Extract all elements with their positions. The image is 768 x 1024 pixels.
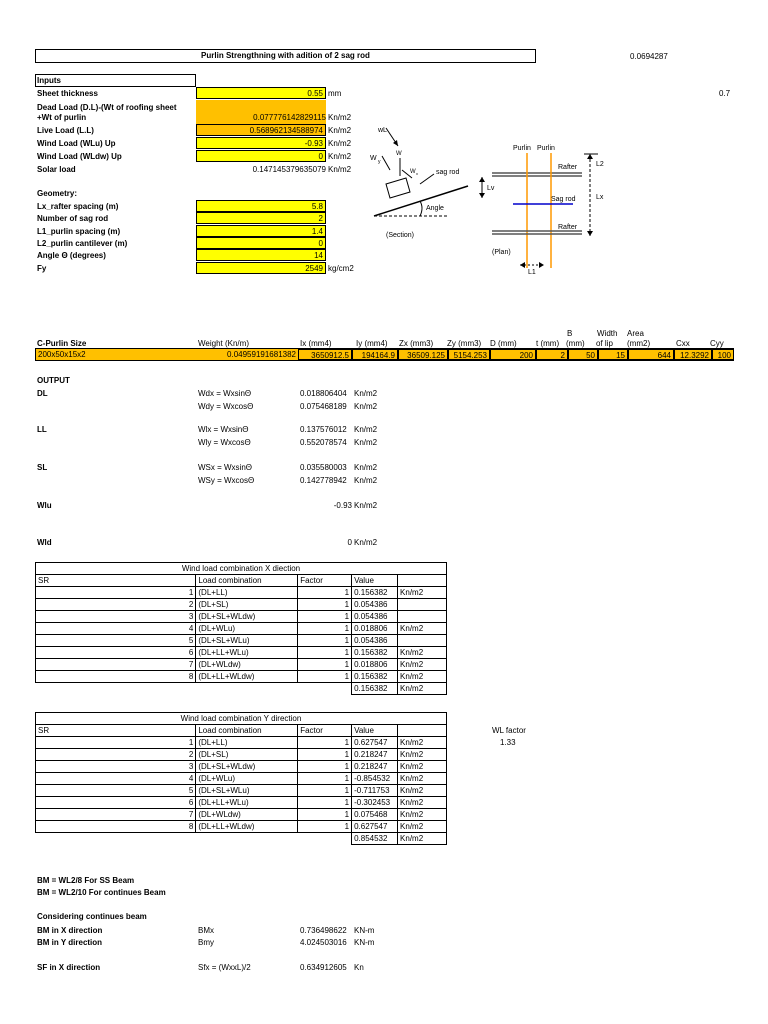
iy-value: 194164.9 bbox=[352, 349, 398, 360]
table-y-cell[interactable]: Kn/m2 bbox=[398, 821, 447, 833]
table-y-cell[interactable]: 1 bbox=[298, 737, 352, 749]
bm-ss-note: BM = WL2/8 For SS Beam bbox=[37, 876, 135, 885]
table-x-cell[interactable]: 3 bbox=[36, 611, 196, 623]
table-y-header-0: SR bbox=[36, 725, 196, 737]
table-x-header-3: Value bbox=[352, 575, 398, 587]
table-x-max-value[interactable]: 0.156382 bbox=[352, 683, 398, 695]
table-row bbox=[36, 635, 447, 647]
num-sag-input[interactable]: 2 bbox=[196, 212, 326, 224]
table-row bbox=[36, 599, 447, 611]
wind-down-input[interactable]: 0 bbox=[196, 150, 326, 162]
table-row bbox=[36, 749, 447, 761]
b-header: (mm) bbox=[566, 339, 585, 348]
d-value: 200 bbox=[490, 349, 536, 360]
table-row bbox=[36, 623, 447, 635]
table-x-cell[interactable]: 0.054386 bbox=[352, 611, 398, 623]
table-x-max-spacer bbox=[298, 683, 352, 695]
table-y-cell[interactable]: -0.711753 bbox=[352, 785, 398, 797]
zy-value: 5154.253 bbox=[448, 349, 490, 360]
table-y-cell[interactable]: (DL+LL+WLdw) bbox=[196, 821, 298, 833]
table-row bbox=[36, 611, 447, 623]
table-y-max-spacer bbox=[36, 833, 196, 845]
l2-label: L2_purlin cantilever (m) bbox=[37, 239, 128, 248]
angle-input[interactable]: 14 bbox=[196, 249, 326, 261]
table-y-max-row bbox=[36, 833, 447, 845]
wl-factor-value: 1.33 bbox=[500, 738, 516, 747]
lv-label: Lv bbox=[487, 185, 495, 192]
bm-y-value: 4.024503016 bbox=[300, 938, 347, 947]
wld-value: 0 bbox=[347, 538, 352, 547]
dl-label: DL bbox=[37, 389, 48, 398]
sf-x-unit: Kn bbox=[354, 963, 364, 972]
lx-label: Lx_rafter spacing (m) bbox=[37, 202, 119, 211]
table-x-header-unit bbox=[398, 575, 447, 587]
table-x-cell[interactable]: Kn/m2 bbox=[398, 659, 447, 671]
table-x-cell[interactable]: 1 bbox=[36, 587, 196, 599]
weight-header: Weight (Kn/m) bbox=[198, 339, 249, 348]
solar-load-value: 0.147145379635079 bbox=[252, 165, 326, 174]
wlu-value: -0.93 bbox=[333, 501, 352, 510]
top-right-value: 0.0694287 bbox=[630, 52, 668, 61]
table-x-cell[interactable]: 8 bbox=[36, 671, 196, 683]
sl-formula-x: WSx = WxsinΘ bbox=[198, 463, 253, 472]
fy-label: Fy bbox=[37, 264, 47, 273]
table-y-header-1: Load combination bbox=[196, 725, 298, 737]
table-x-header-2: Factor bbox=[298, 575, 352, 587]
bm-y-label: BM in Y direction bbox=[37, 938, 103, 947]
num-sag-label: Number of sag rod bbox=[37, 214, 109, 223]
wind-up-unit: Kn/m2 bbox=[328, 139, 352, 148]
table-x-cell[interactable]: 1 bbox=[298, 635, 352, 647]
plan-view bbox=[479, 145, 604, 276]
svg-text:x: x bbox=[416, 171, 418, 176]
table-y-cell[interactable]: 1 bbox=[298, 821, 352, 833]
table-x-cell[interactable] bbox=[398, 611, 447, 623]
wl-label: wL bbox=[378, 127, 387, 134]
lx-diagram-label: Lx bbox=[596, 194, 604, 201]
geometry-heading: Geometry: bbox=[37, 189, 78, 198]
l1-input[interactable]: 1.4 bbox=[196, 225, 326, 237]
table-x-cell[interactable]: (DL+LL+WLdw) bbox=[196, 671, 298, 683]
wind-combination-y-table bbox=[35, 712, 447, 845]
table-y-cell[interactable]: 0.075468 bbox=[352, 809, 398, 821]
table-y-title: Wind load combination Y direction bbox=[36, 713, 447, 725]
table-y-max-value[interactable]: 0.854532 bbox=[352, 833, 398, 845]
table-x-cell[interactable] bbox=[398, 599, 447, 611]
table-y-cell[interactable]: (DL+SL+WLu) bbox=[196, 785, 298, 797]
wy-label: W bbox=[370, 155, 377, 162]
table-y-cell[interactable]: 1 bbox=[298, 749, 352, 761]
rafter-bottom-label: Rafter bbox=[558, 224, 578, 231]
table-row bbox=[36, 821, 447, 833]
considering-note: Considering continues beam bbox=[37, 912, 147, 921]
dl-unit-x: Kn/m2 bbox=[354, 389, 378, 398]
table-x-cell[interactable]: (DL+LL) bbox=[196, 587, 298, 599]
table-x-cell[interactable]: 0.156382 bbox=[352, 671, 398, 683]
sl-formula-y: WSy = WxcosΘ bbox=[198, 476, 255, 485]
wx-label: W bbox=[410, 169, 416, 175]
lip-value: 15 bbox=[598, 349, 628, 360]
table-y-cell[interactable]: Kn/m2 bbox=[398, 809, 447, 821]
table-row bbox=[36, 761, 447, 773]
table-x-cell[interactable]: (DL+WLdw) bbox=[196, 659, 298, 671]
ll-value-y: 0.552078574 bbox=[300, 438, 347, 447]
wlu-label: Wlu bbox=[37, 501, 52, 510]
wld-unit: Kn/m2 bbox=[354, 538, 378, 547]
table-x-cell[interactable]: 1 bbox=[298, 599, 352, 611]
wl-factor-label: WL factor bbox=[492, 726, 526, 735]
table-x-cell[interactable]: 0.054386 bbox=[352, 635, 398, 647]
ll-formula-y: Wly = WxcosΘ bbox=[198, 438, 251, 447]
solar-load-label: Solar load bbox=[37, 165, 76, 174]
inputs-heading: Inputs bbox=[37, 76, 61, 85]
section-view bbox=[370, 127, 468, 239]
wind-up-input[interactable]: -0.93 bbox=[196, 137, 326, 149]
table-x-cell[interactable]: (DL+LL+WLu) bbox=[196, 647, 298, 659]
dl-formula-x: Wdx = WxsinΘ bbox=[198, 389, 252, 398]
table-y-cell[interactable]: 2 bbox=[36, 749, 196, 761]
table-x-cell[interactable]: 0.054386 bbox=[352, 599, 398, 611]
ll-unit-y: Kn/m2 bbox=[354, 438, 378, 447]
table-y-cell[interactable]: 0.218247 bbox=[352, 761, 398, 773]
table-y-cell[interactable]: (DL+SL+WLdw) bbox=[196, 761, 298, 773]
table-x-cell[interactable]: 5 bbox=[36, 635, 196, 647]
table-y-header-unit bbox=[398, 725, 447, 737]
ix-header: Ix (mm4) bbox=[300, 339, 332, 348]
table-x-cell[interactable]: 1 bbox=[298, 611, 352, 623]
output-heading: OUTPUT bbox=[37, 376, 70, 385]
table-x-cell[interactable]: 0.018806 bbox=[352, 659, 398, 671]
wind-up-label: Wind Load (WLu) Up bbox=[37, 139, 116, 148]
table-x-cell[interactable]: 7 bbox=[36, 659, 196, 671]
table-x-cell[interactable]: (DL+WLu) bbox=[196, 623, 298, 635]
table-row bbox=[36, 647, 447, 659]
table-x-max-spacer bbox=[196, 683, 298, 695]
table-y-cell[interactable]: Kn/m2 bbox=[398, 737, 447, 749]
lip-header-top: Width bbox=[597, 329, 618, 338]
table-x-cell[interactable]: 2 bbox=[36, 599, 196, 611]
table-y-cell[interactable]: 0.627547 bbox=[352, 821, 398, 833]
table-y-cell[interactable]: 1 bbox=[298, 785, 352, 797]
ll-formula-x: Wlx = WxsinΘ bbox=[198, 425, 249, 434]
table-y-max-spacer bbox=[196, 833, 298, 845]
cyy-value: 100 bbox=[712, 349, 734, 360]
dead-load-label: Dead Load (D.L)-(Wt of roofing sheet bbox=[37, 103, 177, 112]
table-row bbox=[36, 587, 447, 599]
zx-header: Zx (mm3) bbox=[399, 339, 434, 348]
table-x-title: Wind load combination X diection bbox=[36, 563, 447, 575]
table-row bbox=[36, 773, 447, 785]
table-x-cell[interactable]: (DL+SL) bbox=[196, 599, 298, 611]
table-x-cell[interactable]: 1 bbox=[298, 623, 352, 635]
table-y-cell[interactable]: -0.854532 bbox=[352, 773, 398, 785]
wlu-unit: Kn/m2 bbox=[354, 501, 378, 510]
table-x-cell[interactable]: 0.156382 bbox=[352, 647, 398, 659]
live-load-label: Live Load (L.L) bbox=[37, 126, 94, 135]
l1-label: L1_purlin spacing (m) bbox=[37, 227, 121, 236]
table-x-max-unit: Kn/m2 bbox=[398, 683, 447, 695]
table-y-cell[interactable]: 3 bbox=[36, 761, 196, 773]
table-row bbox=[36, 671, 447, 683]
dl-formula-y: Wdy = WxcosΘ bbox=[198, 402, 254, 411]
table-x-cell[interactable]: Kn/m2 bbox=[398, 587, 447, 599]
sag-rod-plan-label: Sag rod bbox=[551, 196, 576, 203]
dl-value-x: 0.018806404 bbox=[300, 389, 347, 398]
bm-x-symbol: BMx bbox=[198, 926, 214, 935]
bm-y-unit: KN-m bbox=[354, 938, 375, 947]
table-x-header-0: SR bbox=[36, 575, 196, 587]
sl-label: SL bbox=[37, 463, 48, 472]
table-y-cell[interactable]: 1 bbox=[298, 761, 352, 773]
table-y-cell[interactable]: 5 bbox=[36, 785, 196, 797]
lip-header: of lip bbox=[596, 339, 613, 348]
area-value: 644 bbox=[628, 349, 674, 360]
table-x-cell[interactable]: Kn/m2 bbox=[398, 671, 447, 683]
table-x-cell[interactable]: Kn/m2 bbox=[398, 623, 447, 635]
l1-diagram-label: L1 bbox=[528, 269, 536, 276]
table-x-cell[interactable]: 1 bbox=[298, 659, 352, 671]
angle-label: Angle Θ (degrees) bbox=[37, 251, 106, 260]
purlin-size-value[interactable]: 200x50x15x2 bbox=[38, 350, 86, 359]
wind-down-unit: Kn/m2 bbox=[328, 152, 352, 161]
sheet-title: Purlin Strengthning with adition of 2 sag rod bbox=[201, 51, 370, 60]
weight-value: 0.04959191681382 bbox=[227, 350, 296, 359]
angle-diagram-label: Angle bbox=[426, 205, 444, 212]
table-x-cell[interactable]: 1 bbox=[298, 587, 352, 599]
rafter-top-label: Rafter bbox=[558, 164, 578, 171]
table-y-header-2: Factor bbox=[298, 725, 352, 737]
table-y-cell[interactable]: 4 bbox=[36, 773, 196, 785]
table-x-header-1: Load combination bbox=[196, 575, 298, 587]
dead-load-unit: Kn/m2 bbox=[328, 113, 352, 122]
table-y-cell[interactable]: (DL+LL+WLu) bbox=[196, 797, 298, 809]
sf-x-label: SF in X direction bbox=[37, 963, 101, 972]
dead-load-value[interactable]: 0.077776142829115 bbox=[253, 113, 326, 122]
d-header: D (mm) bbox=[490, 339, 517, 348]
t-header: t (mm) bbox=[536, 339, 560, 348]
cyy-header: Cyy bbox=[710, 339, 724, 348]
table-y-cell[interactable]: 1 bbox=[36, 737, 196, 749]
sl-value-x: 0.035580003 bbox=[300, 463, 347, 472]
l2-diagram-label: L2 bbox=[596, 161, 604, 168]
table-x-max-row bbox=[36, 683, 447, 695]
wind-combination-x-table bbox=[35, 562, 447, 695]
bm-x-value: 0.736498622 bbox=[300, 926, 347, 935]
table-x-cell[interactable]: 6 bbox=[36, 647, 196, 659]
cxx-value: 12.3292 bbox=[674, 349, 712, 360]
wind-down-label: Wind Load (WLdw) Up bbox=[37, 152, 122, 161]
sl-value-y: 0.142778942 bbox=[300, 476, 347, 485]
section-label: (Section) bbox=[386, 232, 415, 239]
dl-value-y: 0.075468189 bbox=[300, 402, 347, 411]
table-y-max-spacer bbox=[298, 833, 352, 845]
table-x-cell[interactable]: 1 bbox=[298, 671, 352, 683]
table-row bbox=[36, 659, 447, 671]
sheet-thickness-input[interactable]: 0.55 bbox=[196, 87, 326, 99]
solar-load-unit: Kn/m2 bbox=[328, 165, 352, 174]
table-row bbox=[36, 809, 447, 821]
plan-label: (Plan) bbox=[492, 249, 511, 256]
ll-unit-x: Kn/m2 bbox=[354, 425, 378, 434]
fy-input[interactable]: 2549 bbox=[196, 262, 326, 274]
svg-text:y: y bbox=[378, 159, 381, 165]
sl-unit-y: Kn/m2 bbox=[354, 476, 378, 485]
table-y-cell[interactable]: (DL+WLdw) bbox=[196, 809, 298, 821]
table-x-cell[interactable]: 4 bbox=[36, 623, 196, 635]
table-y-max-unit: Kn/m2 bbox=[398, 833, 447, 845]
bm-x-unit: KN-m bbox=[354, 926, 375, 935]
table-y-cell[interactable]: 8 bbox=[36, 821, 196, 833]
table-x-cell[interactable]: Kn/m2 bbox=[398, 647, 447, 659]
area-header: (mm2) bbox=[627, 339, 651, 348]
table-y-cell[interactable]: 0.218247 bbox=[352, 749, 398, 761]
bm-x-label: BM in X direction bbox=[37, 926, 103, 935]
sf-x-value: 0.634912605 bbox=[300, 963, 347, 972]
table-row bbox=[36, 797, 447, 809]
t-value: 2 bbox=[536, 349, 568, 360]
zy-header: Zy (mm3) bbox=[447, 339, 482, 348]
table-y-cell[interactable]: Kn/m2 bbox=[398, 797, 447, 809]
table-x-cell[interactable]: 0.156382 bbox=[352, 587, 398, 599]
zx-value: 36509.125 bbox=[398, 349, 448, 360]
cxx-header: Cxx bbox=[676, 339, 690, 348]
table-y-cell[interactable]: -0.302453 bbox=[352, 797, 398, 809]
table-x-cell[interactable]: (DL+SL+WLdw) bbox=[196, 611, 298, 623]
area-header-top: Area bbox=[627, 329, 644, 338]
table-y-cell[interactable]: Kn/m2 bbox=[398, 749, 447, 761]
table-y-cell[interactable]: (DL+WLu) bbox=[196, 773, 298, 785]
table-row bbox=[36, 737, 447, 749]
table-y-cell[interactable]: (DL+SL) bbox=[196, 749, 298, 761]
side-value: 0.7 bbox=[719, 89, 731, 98]
sf-x-symbol: Sfx = (WxxL)/2 bbox=[198, 963, 251, 972]
table-y-cell[interactable]: 0.627547 bbox=[352, 737, 398, 749]
table-y-cell[interactable]: Kn/m2 bbox=[398, 773, 447, 785]
table-x-cell[interactable] bbox=[398, 635, 447, 647]
dead-load-label-2: +Wt of purlin bbox=[37, 113, 87, 122]
table-y-cell[interactable]: 1 bbox=[298, 797, 352, 809]
table-x-cell[interactable]: 0.018806 bbox=[352, 623, 398, 635]
table-x-max-spacer bbox=[36, 683, 196, 695]
bm-cont-note: BM = WL2/10 For continues Beam bbox=[37, 888, 166, 897]
purlin-size-header: C-Purlin Size bbox=[37, 339, 87, 348]
table-y-cell[interactable]: 6 bbox=[36, 797, 196, 809]
live-load-unit: Kn/m2 bbox=[328, 126, 352, 135]
purlin-label-1: Purlin bbox=[513, 145, 531, 152]
fy-unit: kg/cm2 bbox=[328, 264, 354, 273]
sl-unit-x: Kn/m2 bbox=[354, 463, 378, 472]
table-y-header-3: Value bbox=[352, 725, 398, 737]
table-y-cell[interactable]: 1 bbox=[298, 809, 352, 821]
ll-label: LL bbox=[37, 425, 47, 434]
table-y-cell[interactable]: Kn/m2 bbox=[398, 785, 447, 797]
w-label: W bbox=[396, 151, 402, 157]
b-value: 50 bbox=[568, 349, 598, 360]
table-x-cell[interactable]: (DL+SL+WLu) bbox=[196, 635, 298, 647]
sheet-thickness-unit: mm bbox=[328, 89, 342, 98]
table-x-cell[interactable]: 1 bbox=[298, 647, 352, 659]
table-y-cell[interactable]: Kn/m2 bbox=[398, 761, 447, 773]
ll-value-x: 0.137576012 bbox=[300, 425, 347, 434]
wld-label: Wld bbox=[37, 538, 52, 547]
lx-input[interactable]: 5.8 bbox=[196, 200, 326, 212]
dl-unit-y: Kn/m2 bbox=[354, 402, 378, 411]
sag-rod-label: sag rod bbox=[436, 169, 460, 176]
iy-header: Iy (mm4) bbox=[356, 339, 388, 348]
purlin-label-2: Purlin bbox=[537, 145, 555, 152]
table-y-cell[interactable]: 7 bbox=[36, 809, 196, 821]
table-row bbox=[36, 785, 447, 797]
table-y-cell[interactable]: 1 bbox=[298, 773, 352, 785]
live-load-value[interactable]: 0.568962134588974 bbox=[196, 124, 326, 136]
b-header-top: B bbox=[567, 329, 573, 338]
ix-value: 3650912.5 bbox=[298, 349, 352, 360]
bm-y-symbol: Bmy bbox=[198, 938, 214, 947]
purlin-diagram bbox=[358, 118, 618, 283]
l2-input[interactable]: 0 bbox=[196, 237, 326, 249]
sheet-thickness-label: Sheet thickness bbox=[37, 89, 98, 98]
table-y-cell[interactable]: (DL+LL) bbox=[196, 737, 298, 749]
